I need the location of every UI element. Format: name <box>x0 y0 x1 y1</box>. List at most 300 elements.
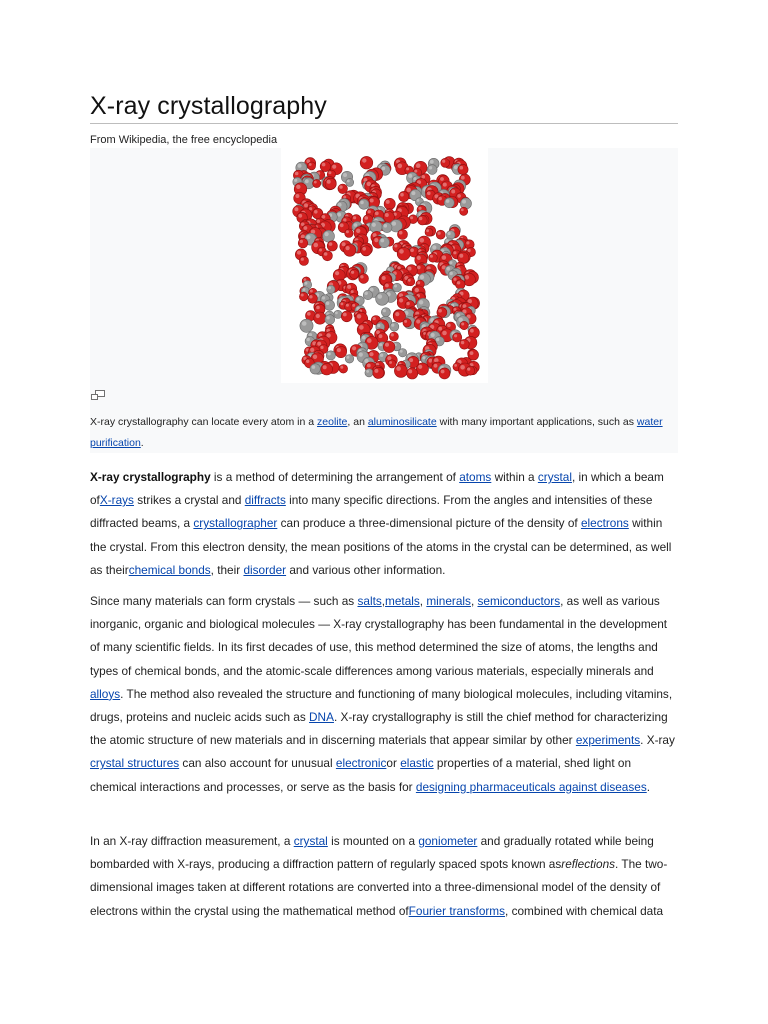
link-crystallographer[interactable]: crystallographer <box>193 516 278 531</box>
atom-sphere <box>313 179 321 187</box>
atom-sphere <box>394 364 407 377</box>
atom-highlight <box>438 309 442 313</box>
atom-highlight <box>326 302 330 306</box>
atom-highlight <box>399 298 403 302</box>
atom-sphere <box>327 241 337 251</box>
figure-caption <box>90 412 678 454</box>
atom-sphere <box>361 246 371 256</box>
atom-sphere <box>345 355 354 364</box>
atom-highlight <box>374 369 378 373</box>
atom-sphere <box>390 322 399 331</box>
link-atoms[interactable]: atoms <box>459 470 492 484</box>
atom-highlight <box>303 288 306 291</box>
atom-sphere <box>403 319 411 327</box>
link-metals[interactable]: metals <box>385 594 420 608</box>
atom-sphere <box>407 278 415 286</box>
atom-highlight <box>313 355 317 359</box>
atom-highlight <box>328 352 331 355</box>
zeolite-molecule-illustration <box>281 148 488 383</box>
atom-highlight <box>323 365 327 369</box>
link-salts[interactable]: salts <box>357 594 382 608</box>
atom-highlight <box>429 166 432 169</box>
caption-text: X-ray crystallography can locate every atom in a <box>90 416 318 428</box>
atom-sphere <box>418 215 428 225</box>
atom-sphere <box>359 274 369 284</box>
atom-highlight <box>454 165 458 169</box>
atom-sphere <box>379 237 390 248</box>
atom-highlight <box>295 172 299 176</box>
atom-sphere <box>389 332 398 341</box>
atom-highlight <box>382 167 386 171</box>
atom-highlight <box>346 230 349 233</box>
paragraph-text: , combined with chemical data <box>505 903 664 918</box>
atom-highlight <box>314 243 319 248</box>
paragraph-text: , in which a beam of <box>90 470 664 508</box>
atom-highlight <box>441 370 445 374</box>
atom-highlight <box>416 319 420 323</box>
atom-highlight <box>341 303 344 306</box>
atom-highlight <box>384 224 388 228</box>
atom-highlight <box>447 324 451 328</box>
atom-highlight <box>470 351 474 355</box>
atom-sphere <box>383 341 395 353</box>
atom-sphere <box>384 198 395 209</box>
atom-highlight <box>406 302 409 305</box>
atom-highlight <box>356 229 360 233</box>
article-subject-bold: X-ray crystallography <box>90 470 211 484</box>
atom-highlight <box>342 242 346 246</box>
paragraph-text: . The method also revealed the structure and functioning of many biological molecules, including vitamins, drugs, proteins and nucleic acids such as <box>90 686 673 725</box>
atom-highlight <box>420 238 425 243</box>
atom-highlight <box>410 216 413 219</box>
atom-highlight <box>448 232 451 235</box>
atom-highlight <box>335 312 338 315</box>
atom-highlight <box>400 193 404 197</box>
atom-highlight <box>296 185 300 189</box>
atom-highlight <box>346 304 349 307</box>
paragraph-text: , <box>470 594 478 608</box>
atom-highlight <box>462 200 466 204</box>
atom-highlight <box>461 176 465 180</box>
atom-highlight <box>422 356 425 359</box>
atom-highlight <box>454 334 457 337</box>
atom-highlight <box>295 194 299 198</box>
paragraph-text: , their <box>210 562 244 577</box>
zeolite-structure-image[interactable] <box>281 148 488 383</box>
atom-highlight <box>317 342 321 346</box>
atom-sphere <box>310 364 320 374</box>
term-reflections: reflections <box>561 857 616 872</box>
atom-highlight <box>379 334 383 338</box>
atom-sphere <box>425 228 433 236</box>
atom-highlight <box>347 285 351 289</box>
atom-highlight <box>357 314 361 318</box>
link-disorder[interactable]: disorder <box>243 562 287 577</box>
atom-highlight <box>346 246 350 250</box>
atom-highlight <box>442 331 447 336</box>
atom-highlight <box>343 218 346 221</box>
paragraph-text: is a method of determining the arrangement of <box>210 470 460 484</box>
atom-highlight <box>359 325 364 330</box>
paragraph-text: can produce a three-dimensional picture of the density of <box>277 516 581 531</box>
atom-highlight <box>328 171 331 174</box>
atom-highlight <box>366 370 369 373</box>
atom-highlight <box>365 292 368 295</box>
atom-highlight <box>307 338 310 341</box>
atom-highlight <box>467 368 470 371</box>
atom-highlight <box>369 352 373 356</box>
atom-highlight <box>446 199 450 203</box>
caption-text: . <box>140 437 144 449</box>
atom-highlight <box>322 163 326 167</box>
atom-highlight <box>430 160 434 164</box>
atom-highlight <box>417 281 420 284</box>
atom-highlight <box>377 324 380 327</box>
atom-sphere <box>444 198 454 208</box>
atom-highlight <box>410 248 414 252</box>
link-fourier-transforms[interactable]: Fourier transforms <box>408 903 506 918</box>
atom-highlight <box>451 190 455 194</box>
atom-highlight <box>394 285 397 288</box>
atom-sphere <box>344 244 356 256</box>
atom-highlight <box>408 369 412 373</box>
atom-sphere <box>416 363 428 375</box>
atom-highlight <box>300 240 303 243</box>
atom-highlight <box>343 313 347 317</box>
link-electrons[interactable]: electrons <box>580 516 629 531</box>
atom-highlight <box>352 304 355 307</box>
title-divider <box>90 123 678 124</box>
atom-highlight <box>391 333 394 336</box>
atom-sphere <box>326 351 335 360</box>
atom-sphere <box>321 363 333 375</box>
atom-highlight <box>431 333 435 337</box>
atom-highlight <box>408 174 412 178</box>
atom-highlight <box>309 163 312 166</box>
atom-sphere <box>322 251 332 261</box>
atom-highlight <box>327 180 331 184</box>
atom-highlight <box>312 365 316 369</box>
atom-highlight <box>438 232 441 235</box>
link-chemical-bonds[interactable]: chemical bonds <box>128 562 211 577</box>
atom-sphere <box>298 238 308 248</box>
paragraph-text: . X-ray crystallography is still the chief method for characterizing the atomic structure of new materials and in discerning materials that appear similar by other <box>90 710 668 748</box>
atom-sphere <box>299 256 308 265</box>
atom-sphere <box>359 199 369 209</box>
atom-highlight <box>379 343 382 346</box>
paragraph-text: , as well as various inorganic, organic and biological molecules — X-ray crystallography has been fundamental in the development of many scientific fields. In its first decades of use, this method determined the size of atoms, the lengths and types of chemical bonds, and the atomic-scale differences among various materials, especially minerals and <box>90 594 668 678</box>
atom-highlight <box>439 197 442 200</box>
atom-sphere <box>346 178 354 186</box>
atom-highlight <box>328 286 331 289</box>
atom-highlight <box>426 229 429 232</box>
paragraph-text: . X-ray <box>640 733 675 748</box>
paragraph-text: , <box>419 594 427 608</box>
link-goniometer[interactable]: goniometer <box>418 834 478 848</box>
atom-highlight <box>460 365 465 370</box>
atom-highlight <box>392 221 396 225</box>
atom-highlight <box>388 268 391 271</box>
atom-highlight <box>339 185 342 188</box>
atom-highlight <box>351 271 354 274</box>
atom-highlight <box>362 158 366 162</box>
atom-highlight <box>468 249 471 252</box>
atom-sphere <box>320 161 330 171</box>
atom-highlight <box>305 179 309 183</box>
paragraph-text: within a <box>491 470 538 484</box>
atom-highlight <box>411 191 415 195</box>
atom-highlight <box>418 365 422 369</box>
atom-highlight <box>434 364 438 368</box>
atom-highlight <box>324 252 328 256</box>
atom-highlight <box>354 223 358 227</box>
atom-highlight <box>325 232 329 236</box>
paragraph-text: and gradually rotated while being bombarded with X-rays, producing a diffraction pattern of regularly spaced spots known as <box>90 834 654 872</box>
atom-highlight <box>322 296 325 299</box>
atom-highlight <box>294 207 298 211</box>
atom-sphere <box>365 369 373 377</box>
atom-highlight <box>386 200 390 204</box>
atom-highlight <box>337 213 341 217</box>
atom-highlight <box>359 353 363 357</box>
atom-highlight <box>438 327 442 331</box>
atom-highlight <box>470 329 474 333</box>
atom-highlight <box>442 160 445 163</box>
link-diffracts[interactable]: diffracts <box>244 493 286 508</box>
atom-highlight <box>417 199 420 202</box>
link-crystal-2[interactable]: crystal <box>293 834 328 848</box>
atom-highlight <box>457 194 461 198</box>
atom-highlight <box>326 316 329 319</box>
atom-highlight <box>360 275 363 278</box>
atom-sphere <box>453 333 462 342</box>
atom-highlight <box>387 356 391 360</box>
atom-sphere <box>460 321 468 329</box>
atom-highlight <box>317 220 320 223</box>
atom-sphere <box>345 229 353 237</box>
atom-highlight <box>457 281 460 284</box>
atom-highlight <box>380 239 384 243</box>
atom-highlight <box>322 215 326 219</box>
atom-highlight <box>375 212 379 216</box>
atom-highlight <box>389 361 392 364</box>
atom-highlight <box>370 199 374 203</box>
atom-sphere <box>324 300 334 310</box>
site-tagline: From Wikipedia, the free encyclopedia <box>90 134 278 146</box>
atom-highlight <box>343 196 346 199</box>
atom-sphere <box>436 230 445 239</box>
atom-highlight <box>398 164 403 169</box>
atom-highlight <box>314 210 318 214</box>
atom-highlight <box>365 216 369 220</box>
atom-highlight <box>460 166 464 170</box>
atom-highlight <box>362 336 366 340</box>
atom-sphere <box>360 156 373 169</box>
link-elastic[interactable]: elastic <box>400 756 434 771</box>
atom-sphere <box>398 229 408 239</box>
atom-highlight <box>404 320 407 323</box>
atom-highlight <box>374 238 378 242</box>
atom-sphere <box>335 346 346 357</box>
atom-highlight <box>453 251 456 254</box>
atom-highlight <box>399 249 404 254</box>
atom-highlight <box>352 346 356 350</box>
atom-highlight <box>320 346 323 349</box>
atom-sphere <box>381 308 390 317</box>
atom-highlight <box>417 256 421 260</box>
link-minerals[interactable]: minerals <box>426 594 471 608</box>
atom-highlight <box>394 244 397 247</box>
atom-sphere <box>373 367 384 378</box>
link-crystal-structures[interactable]: crystal structures <box>90 756 180 771</box>
link-electronic[interactable]: electronic <box>335 756 387 771</box>
atom-highlight <box>422 175 426 179</box>
atom-highlight <box>337 348 341 352</box>
atom-highlight <box>453 278 456 281</box>
atom-highlight <box>368 210 371 213</box>
atom-highlight <box>391 324 394 327</box>
atom-sphere <box>388 360 396 368</box>
atom-highlight <box>340 366 343 369</box>
atom-highlight <box>461 341 464 344</box>
paragraph-applications <box>90 590 680 799</box>
atom-sphere <box>308 162 316 170</box>
atom-highlight <box>373 317 376 320</box>
atom-highlight <box>383 309 386 312</box>
atom-sphere <box>466 366 475 375</box>
atom-sphere <box>460 207 468 215</box>
atom-sphere <box>363 290 372 299</box>
atom-highlight <box>380 354 383 357</box>
atom-highlight <box>314 181 317 184</box>
caption-text: , an <box>347 416 368 428</box>
atom-sphere <box>376 292 389 305</box>
atom-highlight <box>385 284 389 288</box>
atom-highlight <box>378 294 383 299</box>
atom-highlight <box>396 366 401 371</box>
atom-highlight <box>459 318 463 322</box>
atom-sphere <box>341 311 352 322</box>
atom-sphere <box>441 158 450 167</box>
atom-sphere <box>397 247 410 260</box>
atom-highlight <box>301 235 305 239</box>
atom-highlight <box>400 350 403 353</box>
atom-highlight <box>432 245 436 249</box>
paragraph-measurement <box>90 830 680 923</box>
atom-highlight <box>406 188 411 193</box>
paragraph-text: , <box>381 594 386 608</box>
paragraph-intro <box>90 466 680 582</box>
atom-highlight <box>413 177 416 180</box>
atom-highlight <box>346 356 349 359</box>
atom-highlight <box>310 348 314 352</box>
atom-highlight <box>302 321 307 326</box>
paragraph-text: . The two-dimensional images taken at different rotations are converted into a three-dimensional model of the density of electrons within the crystal using the mathematical method of <box>90 857 668 918</box>
atom-sphere <box>459 339 469 349</box>
atom-highlight <box>301 294 304 297</box>
atom-highlight <box>304 282 307 285</box>
atom-highlight <box>343 173 347 177</box>
paragraph-text: within the crystal. From this electron density, the mean positions of the atoms in the crystal can be determined, as well as their <box>90 516 672 577</box>
atom-highlight <box>298 164 302 168</box>
atom-highlight <box>461 208 464 211</box>
link-designing-pharmaceuticals[interactable]: designing pharmaceuticals against diseases <box>415 779 647 794</box>
atom-sphere <box>334 310 342 318</box>
atom-highlight <box>367 338 372 343</box>
atom-highlight <box>309 295 312 298</box>
link-alloys[interactable]: alloys <box>90 686 121 701</box>
paragraph-text: is mounted on a <box>327 834 419 848</box>
atom-highlight <box>356 297 359 300</box>
atom-sphere <box>382 223 392 233</box>
atom-highlight <box>399 231 403 235</box>
atom-sphere <box>350 269 359 278</box>
link-crystal[interactable]: crystal <box>537 470 572 484</box>
atom-highlight <box>459 254 463 258</box>
atom-highlight <box>417 266 421 270</box>
paragraph-text: strikes a crystal and <box>133 493 245 508</box>
atom-highlight <box>301 258 304 261</box>
atom-highlight <box>436 338 439 341</box>
atom-highlight <box>382 276 386 280</box>
atom-highlight <box>408 267 412 271</box>
atom-sphere <box>407 368 418 379</box>
atom-sphere <box>427 165 437 175</box>
atom-highlight <box>398 266 401 269</box>
link-water-purification[interactable]: water purification <box>90 416 663 449</box>
atom-highlight <box>420 275 424 279</box>
link-dna[interactable]: DNA <box>309 710 334 725</box>
atom-highlight <box>335 271 339 275</box>
atom-sphere <box>338 184 348 194</box>
paragraph-text: into many specific directions. From the angles and intensities of these diffracted beams, a <box>90 493 653 531</box>
atom-highlight <box>461 323 464 326</box>
atom-highlight <box>395 312 399 316</box>
atom-highlight <box>353 216 356 219</box>
atom-highlight <box>367 364 371 368</box>
atom-highlight <box>408 279 411 282</box>
paragraph-text: properties of a material, shed light on chemical interactions and processes, or serve as the basis for <box>90 756 632 794</box>
atom-highlight <box>450 272 453 275</box>
atom-highlight <box>316 314 320 318</box>
atom-highlight <box>338 203 342 207</box>
atom-highlight <box>415 288 419 292</box>
atom-highlight <box>351 290 354 293</box>
atom-highlight <box>430 255 433 258</box>
atom-highlight <box>319 249 322 252</box>
link-experiments[interactable]: experiments <box>575 733 641 748</box>
atom-sphere <box>456 280 466 290</box>
atom-highlight <box>307 312 311 316</box>
atom-sphere <box>458 164 468 174</box>
atom-highlight <box>309 333 313 337</box>
paragraph-text: In an X-ray diffraction measurement, a <box>90 834 294 848</box>
atom-sphere <box>339 365 348 374</box>
link-semiconductors[interactable]: semiconductors <box>477 594 561 608</box>
magnify-clip-icon[interactable] <box>90 388 106 400</box>
atom-highlight <box>454 364 457 367</box>
atom-highlight <box>419 300 423 304</box>
link-zeolite[interactable]: zeolite <box>317 416 348 428</box>
link-x-rays[interactable]: X-rays <box>99 493 134 508</box>
atom-highlight <box>297 251 301 255</box>
atom-highlight <box>360 201 364 205</box>
atom-highlight <box>443 183 447 187</box>
atom-highlight <box>465 275 469 279</box>
atom-highlight <box>446 267 450 271</box>
link-aluminosilicate[interactable]: aluminosilicate <box>367 416 437 428</box>
paragraph-text: or <box>386 756 401 771</box>
